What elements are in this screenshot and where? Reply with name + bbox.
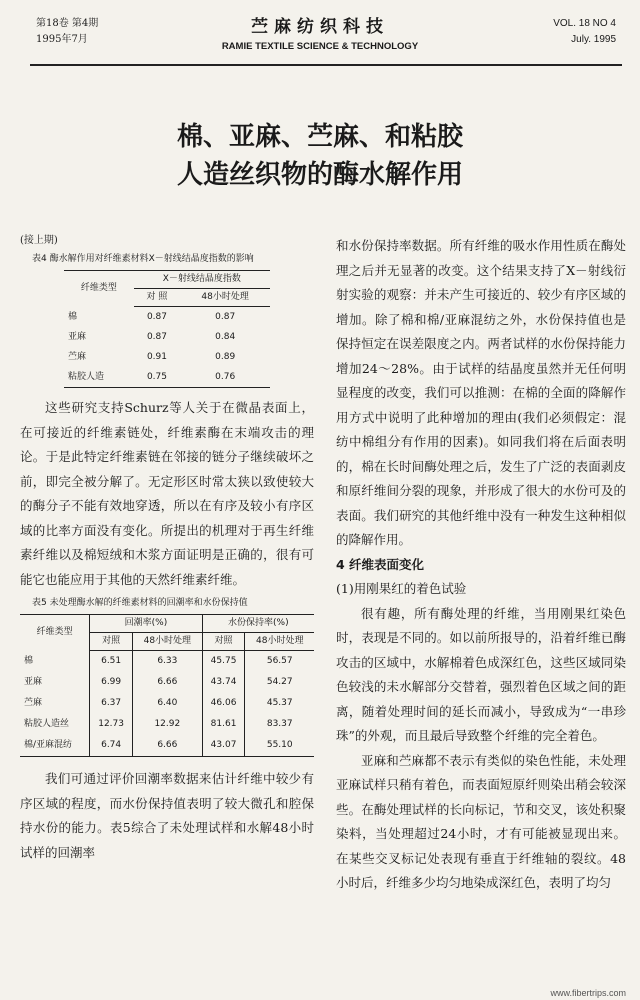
- table5-cell: 6.37: [90, 693, 133, 714]
- table-row: [64, 367, 270, 388]
- table5-cell: 55.10: [245, 735, 314, 757]
- journal-name-cn: 苎麻纺织科技: [251, 17, 389, 37]
- table-row: [20, 651, 314, 673]
- table4-cell: 0.87: [215, 312, 236, 322]
- table4-cell: 0.75: [146, 372, 167, 382]
- section-heading: 4 纤维表面变化: [336, 556, 425, 572]
- table5-col-fiber: 纤维类型: [36, 627, 73, 638]
- volume-issue-en: VOL. 18 NO 4: [553, 18, 616, 29]
- table5-cell: 6.66: [133, 672, 203, 693]
- table5-cell: 45.37: [245, 693, 314, 714]
- table5-cell: 83.37: [245, 714, 314, 735]
- left-paragraph-1: 这些研究支持Schurz等人关于在微晶表面上，在可接近的纤维素链处，纤维素酶在末端攻击的理论。于是此特定纤维素链在邻接的链分子继续破坏之前，即完全被分解了。无定形区时常太狭以致使较大的酶分子不能有效地穿透，所以在有序及较小有序区域的比率方面没有变化。所提出的机理对于再生纤维素纤维以及棉短绒和木浆方面证明是正确的，很有可能它也能应用于其他的天然纤维素纤维。: [20, 400, 314, 587]
- table4-cell: 0.84: [215, 332, 236, 342]
- table5-col-control2: 对照: [202, 633, 245, 651]
- journal-header: [0, 10, 640, 68]
- table5-col-retention: 水份保持率(%): [202, 615, 314, 633]
- table5-col-48h: 48小时处理: [133, 633, 203, 651]
- right-column: [336, 234, 626, 896]
- table4-col-fiber: 纤维类型: [80, 283, 117, 294]
- header-right: [553, 16, 616, 48]
- right-paragraph-3: 亚麻和苎麻都不表示有类似的染色性能，未处理亚麻试样只稍有着色，而表面短原纤则染出稍会较深些。在酶处理试样的长向标记，节和交叉，该处积聚染料，当处理超过24小时，才有可能被显现出来。在某些交叉标记处表现有垂直于纤维轴的裂纹。48小时后，纤维多少均匀地染成深红色，表明了均匀: [336, 752, 626, 890]
- continued-note: (接上期): [20, 235, 58, 246]
- table4: [64, 270, 270, 388]
- table-row: [64, 327, 270, 347]
- table4-col-48h: 48小时处理: [180, 289, 270, 307]
- right-paragraph-1: 和水份保持率数据。所有纤维的吸水作用性质在酶处理之后并无显著的改变。这个结果支持了X－射线衍射实验的观察：并未产生可接近的、较少有序区域的增加。除了棉和棉/亚麻混纺之外，水份保持值也是保持恒定在误差限度之内。两者试样的水份保持能力增加24～28%。由于试样的结晶度虽然并无任何明显程度的改变，我们可以推测：在棉的全面的降解作用方式中说明了此种增加的理由(我们必须假定：混纺中棉组分有作用的因素)。如同我们将在后面表明的，棉在长时间酶处理之后，发生了广泛的表面剥皮和原纤维间分裂的现象，并形成了很大的水份可及的表面。我们研究的其他纤维中没有一种发生这种相似的降解作用。: [336, 238, 626, 547]
- table5-cell: 43.74: [202, 672, 245, 693]
- table5-cell: 亚麻: [24, 677, 43, 687]
- table5-cell: 43.07: [202, 735, 245, 757]
- table4-cell: 亚麻: [68, 332, 87, 342]
- title-line-1: 棉、亚麻、苎麻、和粘胶: [176, 122, 463, 152]
- table4-cell: 0.89: [215, 352, 236, 362]
- table4-cell: 棉: [68, 311, 78, 322]
- table4-cell: 苎麻: [68, 352, 87, 362]
- left-column: [20, 234, 314, 865]
- table-row: [20, 672, 314, 693]
- table5-cell: 粘胶人造丝: [24, 719, 70, 729]
- table5-cell: 棉: [24, 655, 34, 666]
- table5-col-regain: 回潮率(%): [90, 615, 202, 633]
- watermark: www.fibertrips.com: [550, 988, 626, 998]
- table5-cell: 54.27: [245, 672, 314, 693]
- table-row: [20, 735, 314, 757]
- table4-cell: 0.87: [146, 332, 167, 342]
- table4-caption: 表4 酶水解作用对纤维素材料X－射线结晶度指数的影响: [32, 254, 254, 264]
- date-en: July. 1995: [571, 34, 616, 45]
- table5-col-48h2: 48小时处理: [245, 633, 314, 651]
- right-paragraph-2: 很有趣，所有酶处理的纤维，当用刚果红染色时，表现是不同的。如以前所报导的，沿着纤维已酶攻击的区域中，水解棉着色成深红色，这些区域同染色较浅的未水解部分交替着，强烈着色区域之间的距离，随着处理时间的延长而减小，导致成为“一串珍珠”的外观，而且最后导致整个纤维的完全着色。: [336, 605, 626, 743]
- table-row: [64, 347, 270, 367]
- table4-cell: 0.76: [215, 372, 236, 382]
- table4-col-group: X－射线结晶度指数: [162, 274, 241, 284]
- date-cn: 1995年7月: [36, 34, 88, 45]
- table5-caption: 表5 未处理酶水解的纤维素材料的回潮率和水份保持值: [32, 598, 248, 608]
- table5-cell: 棉/亚麻混纺: [24, 740, 73, 750]
- header-center: [0, 12, 640, 52]
- table5-cell: 56.57: [245, 651, 314, 673]
- table5-cell: 苎麻: [24, 698, 43, 708]
- table5-cell: 6.51: [90, 651, 133, 673]
- table5-cell: 6.99: [90, 672, 133, 693]
- table5-cell: 12.73: [90, 714, 133, 735]
- table5-cell: 81.61: [202, 714, 245, 735]
- table5-cell: 6.74: [90, 735, 133, 757]
- table5-col-control: 对照: [90, 633, 133, 651]
- table-row: [64, 307, 270, 328]
- table5-cell: 45.75: [202, 651, 245, 673]
- volume-issue-cn: 第18卷 第4期: [36, 18, 99, 29]
- article-title: [0, 118, 640, 194]
- left-paragraph-2: 我们可通过评价回潮率数据来估计纤维中较少有序区域的程度，而水份保持值表明了较大微孔和腔保持水份的能力。表5综合了未处理试样和水解48小时试样的回潮率: [20, 771, 314, 860]
- table-row: [20, 714, 314, 735]
- title-line-2: 人造丝织物的酶水解作用: [176, 160, 463, 190]
- table5-cell: 6.33: [133, 651, 203, 673]
- table4-col-control: 对 照: [134, 289, 181, 307]
- table5-cell: 6.66: [133, 735, 203, 757]
- table5: [20, 614, 314, 757]
- subsection-heading: (1)用刚果红的着色试验: [336, 581, 467, 596]
- table4-cell: 0.91: [146, 352, 167, 362]
- table5-cell: 12.92: [133, 714, 203, 735]
- table4-cell: 0.87: [146, 312, 167, 322]
- journal-name-en: RAMIE TEXTILE SCIENCE & TECHNOLOGY: [221, 41, 419, 52]
- header-rule: [30, 64, 622, 66]
- table-row: [20, 693, 314, 714]
- table4-cell: 粘胶人造: [68, 372, 105, 382]
- table5-cell: 6.40: [133, 693, 203, 714]
- table5-cell: 46.06: [202, 693, 245, 714]
